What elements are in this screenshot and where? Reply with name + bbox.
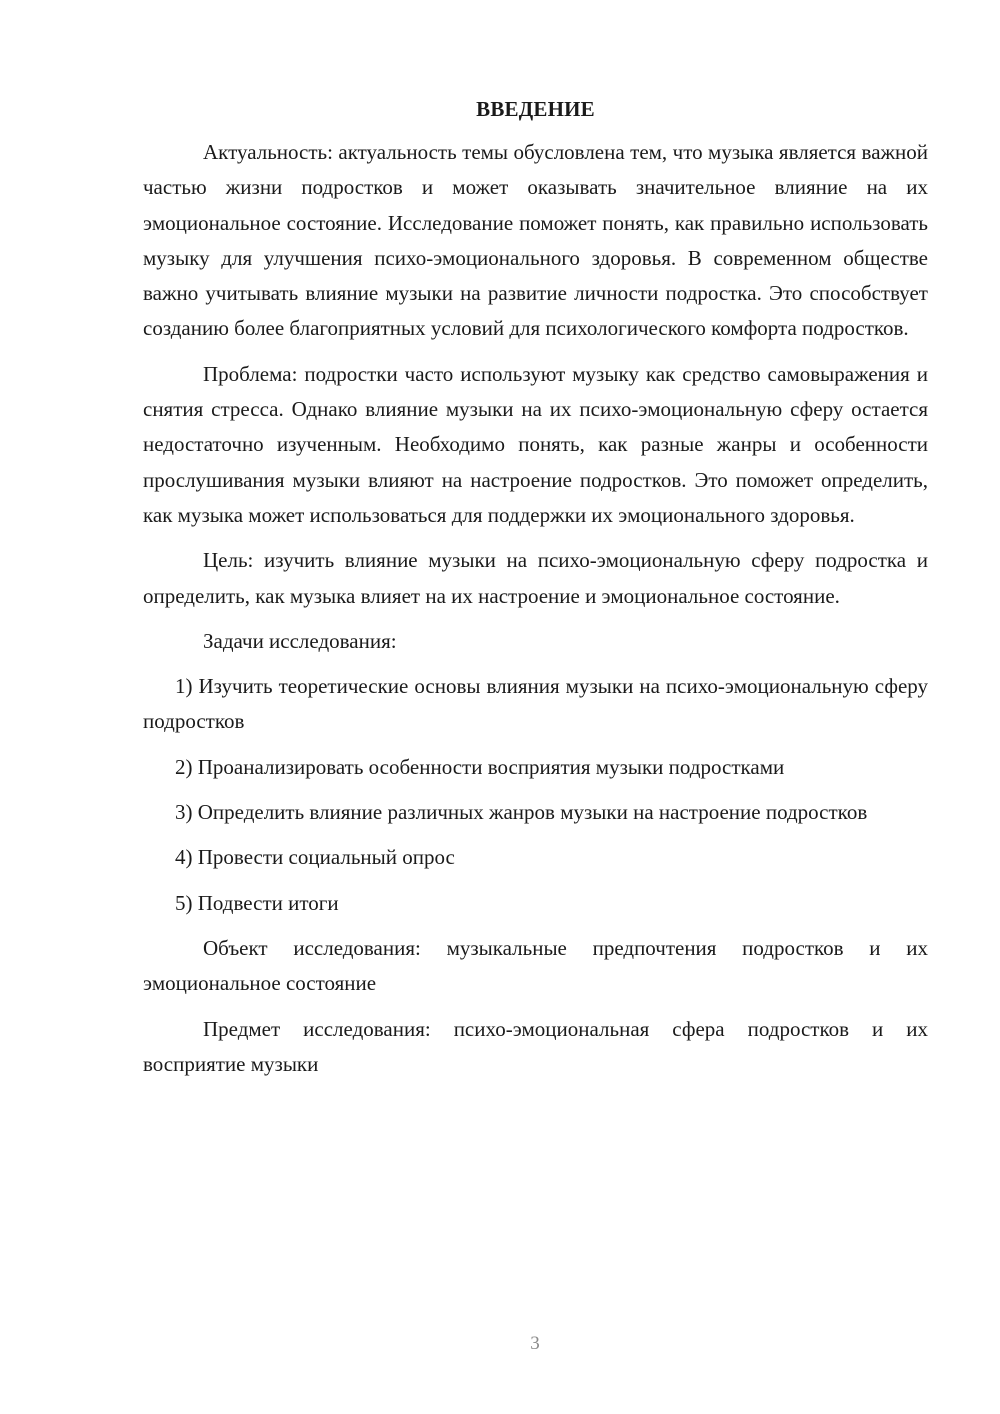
page-number: 3 (530, 1333, 540, 1354)
tasks-heading: Задачи исследования: (203, 628, 397, 653)
object-paragraph: Объект исследования: музыкальные предпочтения подростков и их эмоциональное состояние (143, 935, 928, 996)
task-item-1: 1) Изучить теоретические основы влияния музыки на психо-эмоциональную сферу подростков (143, 674, 928, 734)
subject-paragraph: Предмет исследования: психо-эмоциональная сфера подростков и их восприятие музыки (143, 1016, 928, 1076)
goal-paragraph: Цель: изучить влияние музыки на психо-эмоциональную сферу подростка и определить, как музыка влияет на их настроение и эмоциональное состояние. (143, 548, 928, 608)
problem-paragraph: Проблема: подростки часто используют музыку как средство самовыражения и снятия стресса. Однако влияние музыки на их психо-эмоциональную сферу остается недостаточно изученным. Необходимо понять, как разные жанры и особенности прослушивания музыки влияют на настроение подростков. Это поможет определить, как музыка может использоваться для поддержки их эмоционального здоровья. (143, 361, 928, 527)
document-page (143, 92, 928, 1082)
task-item-5: 5) Подвести итоги (175, 890, 339, 915)
relevance-paragraph: Актуальность: актуальность темы обусловлена тем, что музыка является важной частью жизни подростков и может оказывать значительное влияние на их эмоциональное состояние. Исследование поможет понять, как правильно использовать музыку для улучшения психо-эмоционального здоровья. В современном обществе важно учитывать влияние музыки на развитие личности подростка. Это способствует созданию более благоприятных условий для психологического комфорта подростков. (143, 140, 928, 341)
task-item-4: 4) Провести социальный опрос (175, 845, 455, 870)
task-item-3: 3) Определить влияние различных жанров музыки на настроение подростков (175, 800, 868, 825)
page-title: ВВЕДЕНИЕ (476, 97, 595, 121)
task-item-2: 2) Проанализировать особенности восприятия музыки подростками (175, 754, 785, 779)
